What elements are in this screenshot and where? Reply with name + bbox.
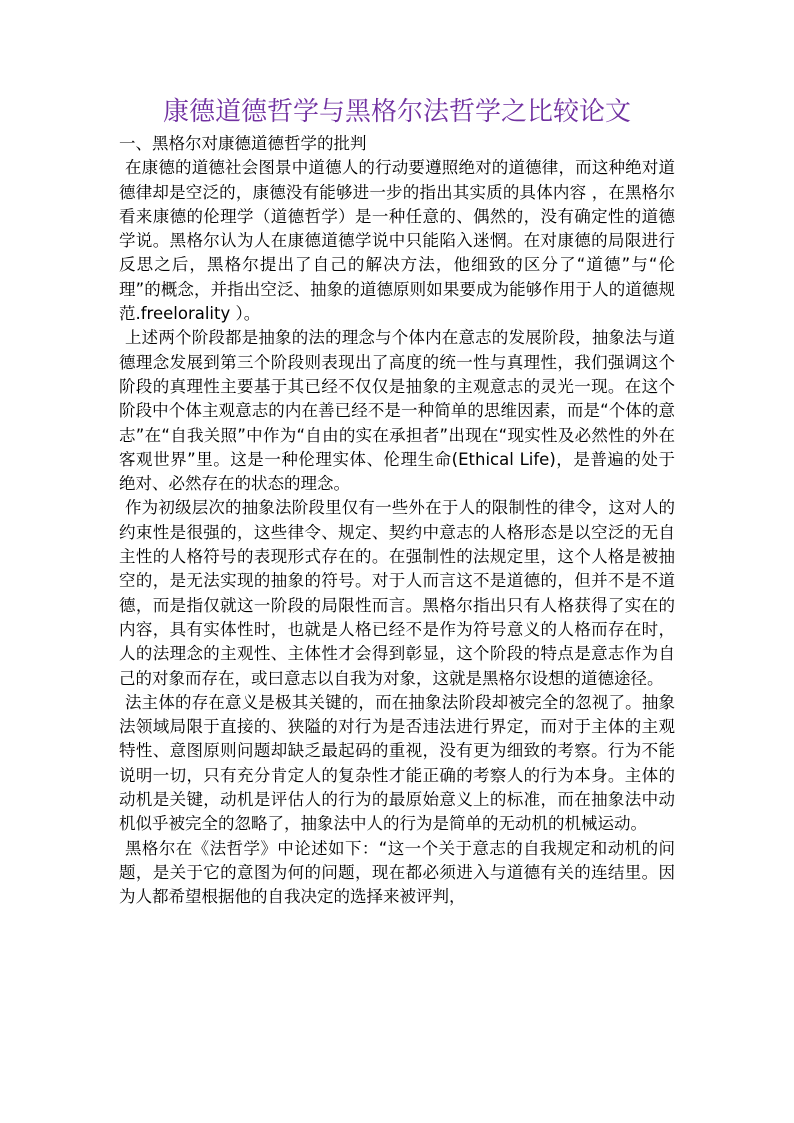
paragraph: 法主体的存在意义是极其关键的，而在抽象法阶段却被完全的忽视了。抽象法领域局限于直接的、狭隘的对行为是否违法进行界定，而对于主体的主观特性、意图原则问题却缺乏最起码的重视，没有更为细致的考察。行为不能说明一切，只有充分肯定人的复杂性才能正确的考察人的行为本身。主体的动机是关键，动机是评估人的行为的最原始意义上的标准，而在抽象法中动机似乎被完全的忽略了，抽象法中人的行为是简单的无动机的机械运动。	[119, 692, 675, 834]
paragraph: 在康德的道德社会图景中道德人的行动要遵照绝对的道德律，而这种绝对道德律却是空泛的，康德没有能够进一步的指出其实质的具体内容 ，在黑格尔看来康德的伦理学（道德哲学）是一种任意的、偶然的，没有确定性的道德学说。黑格尔认为人在康德道德学说中只能陷入迷惘。在对康德的局限进行反思之后，黑格尔提出了自己的解决方法，他细致的区分了“道德”与“伦理”的概念，并指出空泛、抽象的道德原则如果要成为能够作用于人的道德规范.freelorality ）。	[119, 158, 675, 324]
section-heading: 一、黑格尔对康德道德哲学的批判	[119, 134, 367, 153]
document-body	[119, 132, 675, 910]
paragraph: 黑格尔在《法哲学》中论述如下：“这一个关于意志的自我规定和动机的问题，是关于它的意图为何的问题，现在都必须进入与道德有关的连结里。因为人都希望根据他的自我决定的选择来被评判，	[119, 838, 675, 907]
paragraph: 作为初级层次的抽象法阶段里仅有一些外在于人的限制性的律令，这对人的约束性是很强的，这些律令、规定、契约中意志的人格形态是以空泛的无自主性的人格符号的表现形式存在的。在强制性的法规定里，这个人格是被抽空的，是无法实现的抽象的符号。对于人而言这不是道德的，但并不是不道德，而是指仅就这一阶段的局限性而言。黑格尔指出只有人格获得了实在的内容，具有实体性时，也就是人格已经不是作为符号意义的人格而存在时，人的法理念的主观性、主体性才会得到彰显，这个阶段的特点是意志作为自己的对象而存在，或曰意志以自我为对象，这就是黑格尔设想的道德途径。	[119, 498, 675, 688]
document-title: 康德道德哲学与黑格尔法哲学之比较论文	[162, 97, 631, 127]
paragraph: 上述两个阶段都是抽象的法的理念与个体内在意志的发展阶段，抽象法与道德理念发展到第三个阶段则表现出了高度的统一性与真理性，我们强调这个阶段的真理性主要基于其已经不仅仅是抽象的主观意志的灵光一现。在这个阶段中个体主观意志的内在善已经不是一种简单的思维因素，而是“个体的意志”在“自我关照”中作为“自由的实在承担者”出现在“现实性及必然性的外在客观世界”里。这是一种伦理实体、伦理生命(Ethical Life)，是普遍的处于绝对、必然存在的状态的理念。	[119, 328, 675, 494]
